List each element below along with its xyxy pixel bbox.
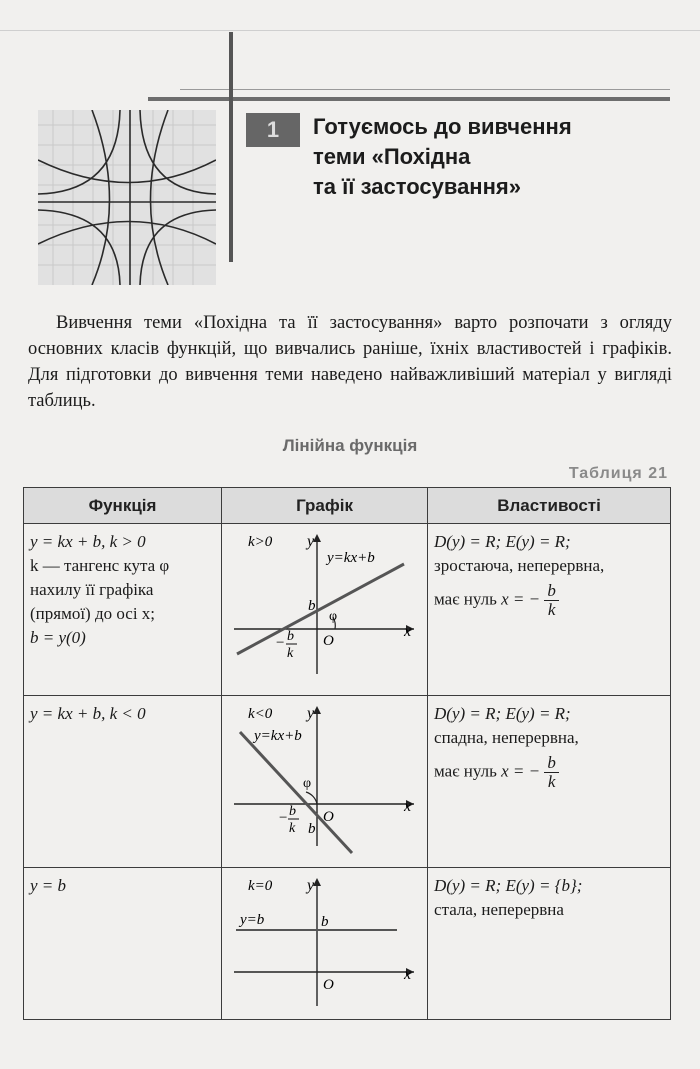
graph-cell — [222, 868, 428, 1020]
zero-expression: x = − — [501, 589, 541, 609]
header-rule — [148, 97, 670, 101]
title-line: теми «Похідна — [313, 144, 471, 169]
function-line — [237, 564, 404, 654]
zero-fraction-num: b — [544, 754, 559, 773]
y-axis-arrow — [313, 534, 321, 542]
intro-paragraph: Вивчення теми «Похідна та її застосування» варто розпочати з огляду основних класів функцій, що вивчались раніше, їхніх властивостей і графіків. Для підготовки до вивчення теми наведено найважливіший матеріал у вигляді таблиць. — [28, 313, 672, 411]
function-formula: y = kx + b, k > 0 — [30, 532, 146, 551]
behavior: спадна, неперервна, — [434, 728, 579, 747]
intercept-label: b — [321, 914, 329, 930]
graph-decreasing-line — [222, 696, 427, 860]
linear-function-table — [23, 487, 671, 1020]
root-fraction-den: k — [287, 646, 294, 661]
function-intercept: b = y(0) — [30, 628, 86, 647]
header-function: Функція — [24, 488, 222, 524]
header-graph: Графік — [222, 488, 428, 524]
graph-cell — [222, 696, 428, 868]
zero-text: має нуль — [434, 589, 497, 609]
properties-cell — [428, 524, 671, 696]
zero-fraction-den: k — [547, 772, 556, 791]
function-formula: y = b — [30, 876, 67, 895]
section-title: Лінійна функція — [282, 436, 418, 455]
y-axis-arrow — [313, 706, 321, 714]
y-axis-label: y — [307, 877, 315, 894]
domain-range: D(y) = R; E(y) = R; — [434, 704, 571, 723]
function-cell — [24, 868, 222, 1020]
properties-cell — [428, 868, 671, 1020]
graph-constant-line — [222, 868, 427, 1012]
line-label: y=kx+b — [254, 728, 302, 744]
y-axis-arrow — [313, 878, 321, 886]
origin-label: O — [323, 977, 334, 993]
hyperbola-pattern-illustration — [38, 110, 216, 285]
zero-fraction — [544, 582, 559, 619]
zero-line — [434, 754, 665, 791]
y-axis-label: y — [307, 705, 315, 722]
line-label: y=kx+b — [327, 550, 375, 566]
function-description: k — тангенс кута φ нахилу її графіка (прямої) до осі x; — [30, 556, 170, 623]
x-axis-label: x — [404, 798, 412, 815]
root-fraction-num: b — [289, 804, 297, 819]
zero-fraction — [544, 754, 559, 791]
zero-text: має нуль — [434, 761, 497, 781]
origin-label: O — [323, 809, 334, 825]
table-row — [24, 868, 671, 1020]
line-label: y=b — [240, 912, 265, 928]
table-header-row — [24, 488, 671, 524]
title-line: Готуємось до вивчення — [313, 114, 572, 139]
behavior: зростаюча, неперервна, — [434, 556, 605, 575]
zero-line — [434, 582, 665, 619]
function-cell — [24, 696, 222, 868]
table-label: Таблиця 21 — [568, 465, 668, 482]
root-minus: − — [279, 810, 288, 826]
root-fraction-den: k — [289, 821, 296, 836]
x-axis-label: x — [404, 623, 412, 640]
table-row — [24, 524, 671, 696]
header-vertical-bar — [229, 32, 233, 262]
function-formula: y = kx + b, k < 0 — [30, 704, 146, 723]
intercept-label: b — [308, 598, 316, 614]
domain-range: D(y) = R; E(y) = {b}; — [434, 876, 583, 895]
angle-label: φ — [329, 609, 338, 624]
graph-increasing-line — [222, 524, 427, 688]
root-fraction-num: b — [287, 629, 295, 644]
title-line: та її застосування» — [313, 174, 521, 199]
zero-fraction-den: k — [547, 600, 556, 619]
zero-fraction-num: b — [544, 582, 559, 601]
behavior: стала, неперервна — [434, 900, 564, 919]
angle-arc — [306, 792, 317, 804]
page-title — [313, 112, 673, 202]
properties-cell — [428, 696, 671, 868]
k-label: k>0 — [248, 534, 273, 550]
x-axis-label: x — [404, 966, 412, 983]
intercept-label: b — [308, 821, 316, 837]
table-row — [24, 696, 671, 868]
section-number-badge: 1 — [246, 113, 300, 147]
page-top-rule — [0, 30, 700, 31]
function-line — [240, 732, 352, 853]
k-label: k=0 — [248, 878, 273, 894]
y-axis-label: y — [307, 533, 315, 550]
graph-cell — [222, 524, 428, 696]
domain-range: D(y) = R; E(y) = R; — [434, 532, 571, 551]
k-label: k<0 — [248, 706, 273, 722]
header-thin-rule — [180, 89, 670, 90]
angle-label: φ — [303, 776, 312, 791]
zero-expression: x = − — [501, 761, 541, 781]
function-cell — [24, 524, 222, 696]
root-minus: − — [276, 635, 285, 651]
origin-label: O — [323, 633, 334, 649]
header-properties: Властивості — [428, 488, 671, 524]
